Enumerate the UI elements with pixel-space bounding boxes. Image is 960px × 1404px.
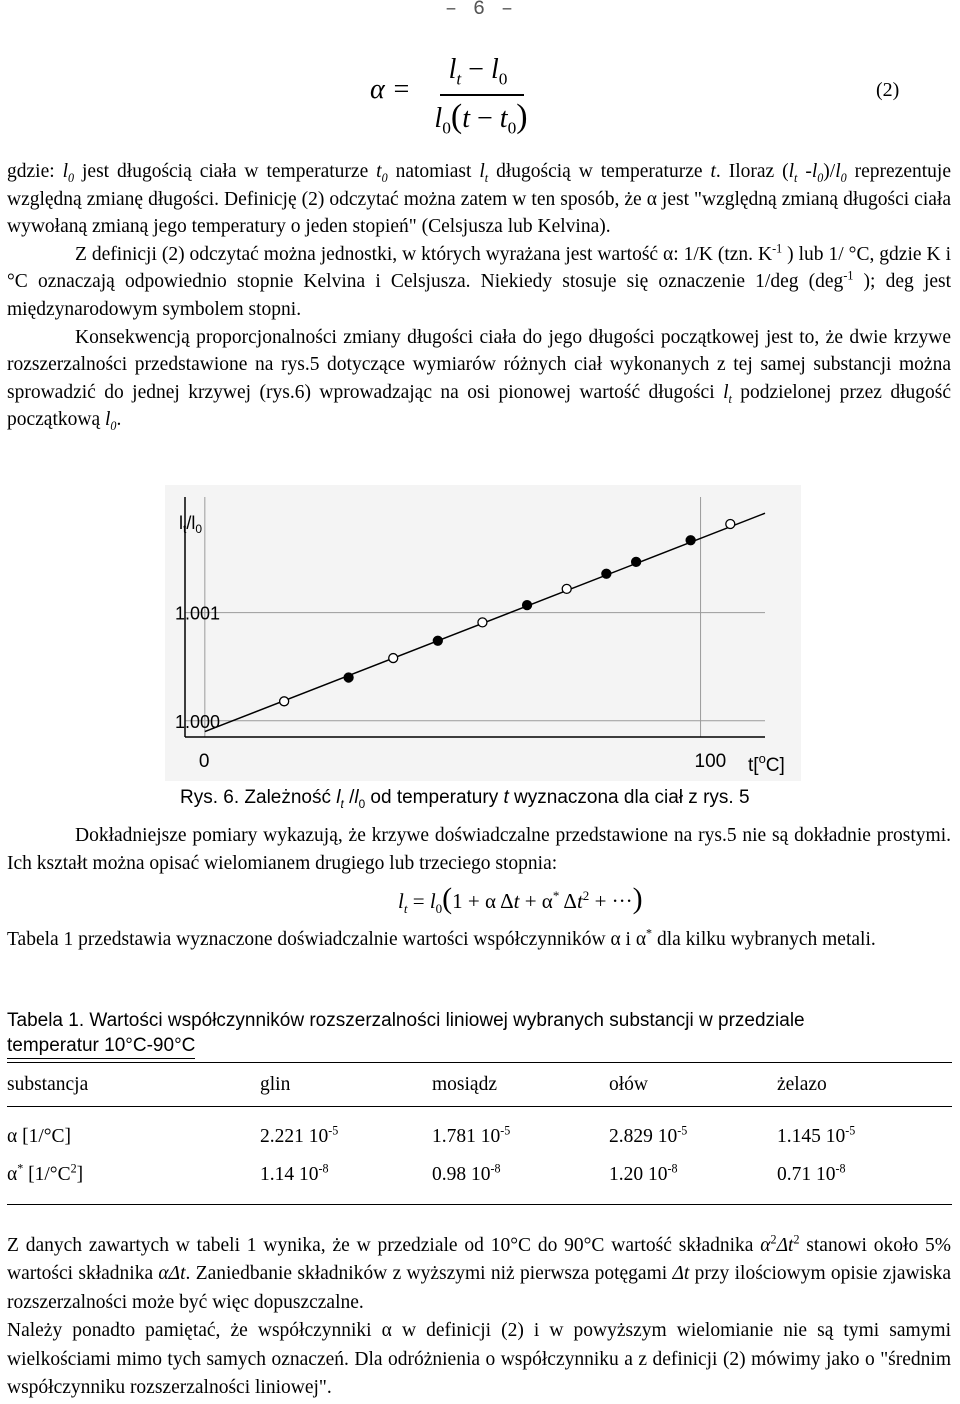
table-header-cell: glin (260, 1074, 291, 1095)
table-row-label: α [1/°C] (7, 1126, 72, 1147)
data-point-open (478, 618, 487, 627)
data-point-filled (602, 569, 611, 578)
table-cell: 0.98 $10^{-8}$ (432, 1161, 501, 1185)
table-cell: 1.20 $10^{-8}$ (609, 1161, 678, 1185)
y-tick-label: 1.001 (175, 603, 221, 624)
equation-numerator: $l_t - l_0$ (448, 54, 508, 89)
table-cell: 0.71 $10^{-8}$ (777, 1161, 846, 1185)
table-bottom-rule (7, 1204, 952, 1205)
table-header-cell: żelazo (777, 1074, 827, 1095)
data-point-open (562, 584, 571, 593)
data-point-filled (686, 536, 695, 545)
data-point-filled (523, 601, 532, 610)
paragraph-polynomial-intro: Dokładniejsze pomiary wykazują, że krzywe doświadczalne przedstawione na rys.5 nie są dokładnie prostymi. Ich kształt można opisać wielomianem drugiego lub trzeciego stopnia: (7, 825, 951, 874)
table-cell: 1.781 $10^{-5}$ (432, 1123, 511, 1147)
data-point-open (280, 697, 289, 706)
paragraph-table-intro: Tabela 1 przedstawia wyznaczone doświadczalnie wartości współczynników α i α* dla kilku wybranych metali. (7, 926, 876, 950)
table-title: Tabela 1. Wartości współczynników rozszerzalności liniowej wybranych substancji w przedziale temperatur 10°C-90°C (7, 1008, 805, 1059)
table-header-cell: mosiądz (432, 1074, 497, 1095)
table-row (7, 1104, 952, 1118)
paragraph-conclusion: Z danych zawartych w tabeli 1 wynika, że w przedziale od 10°C do 90°C wartość składnika $\alpha^2\Delta t^2$ stanowi około 5% wartości składnika αΔt. Zaniedbanie składników z wyższymi niż pierwsza potęgami Δt przy ilościowym opisie zjawiska rozszerzalności może być więc dopuszczalne. Należy ponadto pamiętać, że współczynniki α w definicji (2) i w powyższym wielomianie nie są tymi samymi wielkościami mimo tych samych oznaczeń. Dla odróżnienia o współczynniku a z definicji (2) mówimy jako o "średnim współczynniku rozszerzalności liniowej". (7, 1232, 952, 1399)
table-cell: 2.829 $10^{-5}$ (609, 1123, 688, 1147)
table-row (7, 1156, 952, 1194)
coefficients-table (7, 1066, 952, 1194)
table-cell: 1.14 $10^{-8}$ (260, 1161, 329, 1185)
table-cell: 1.145 $10^{-5}$ (777, 1123, 856, 1147)
table-row (7, 1118, 952, 1156)
y-axis-label: $l_t/l_0$ (179, 513, 203, 536)
page-number: – 6 – (444, 0, 515, 21)
text-block-intro (7, 158, 951, 434)
chart-rys6 (165, 485, 801, 781)
data-point-open (726, 520, 735, 529)
paragraph-units: Z definicji (2) odczytać można jednostki, w których wyrażana jest wartość α: 1/K (tzn. $K^{-1}$ ) lub 1/ °C, gdzie K i °C oznaczają odpowiednio stopnie Kelvina i Celsjusza. Niekiedy stosuje się oznaczenie 1/deg (deg$^{-1}$ ); deg jest międzynarodowym symbolem stopni. (7, 241, 951, 320)
table-cell: 2.221 $10^{-5}$ (260, 1123, 339, 1147)
polynomial-equation: $l_t = l_0(1 + \alpha$ Δt + α* $\Delta t^2$ + ···) (398, 882, 643, 917)
paragraph-consequence: Konsekwencją proporcjonalności zmiany długości ciała do jego długości początkowej jest to, że dwie krzywe rozszerzalności przedstawione na rys.5 dotyczące wymiarów różnych ciał wykonanych z tej samej substancji można sprowadzić do jednej krzywej (rys.6) wprowadzając na osi pionowej wartość długości $l_t$ podzielonej przez długość początkową $l_0$. (7, 326, 951, 434)
x-axis-label: t[$^o$C] (748, 751, 785, 776)
x-tick-label: 0 (198, 751, 210, 772)
data-point-filled (433, 636, 442, 645)
table-header-row (7, 1066, 952, 1104)
data-point-filled (344, 673, 353, 682)
y-tick-label: 1.000 (175, 711, 221, 732)
equation-denominator: $l_0(t - t_0)$ (434, 98, 528, 138)
table-top-rule (7, 1062, 952, 1063)
equation-lhs: α = (370, 74, 411, 105)
data-point-open (389, 654, 398, 663)
x-tick-label: 100 (694, 751, 727, 772)
data-point-filled (632, 557, 641, 566)
fraction-bar (440, 94, 524, 96)
paragraph-definition: gdzie: $l_0$ jest długością ciała w temperaturze $t_0$ natomiast $l_t$ długością w temperaturze t. Iloraz ($l_t$ $-l_0)/l_0$ reprezentuje względną zmianę długości. Definicję (2) odczytać można zatem w ten sposób, że α jest "względną zmianą długości ciała wywołaną zmianą jego temperatury o jeden stopień" (Celsjusza lub Kelvina). (7, 161, 951, 238)
table-header-cell: ołów (609, 1074, 648, 1095)
table-header-cell: substancja (7, 1074, 89, 1095)
figure-caption: Rys. 6. Zależność $l_t$ $/l_0$ od temperatury t wyznaczona dla ciał z rys. 5 (180, 787, 750, 811)
equation-2 (370, 52, 570, 138)
table-row-label: α* $[1/^\circ C^2]$ (7, 1161, 84, 1185)
equation-number: (2) (876, 79, 900, 101)
